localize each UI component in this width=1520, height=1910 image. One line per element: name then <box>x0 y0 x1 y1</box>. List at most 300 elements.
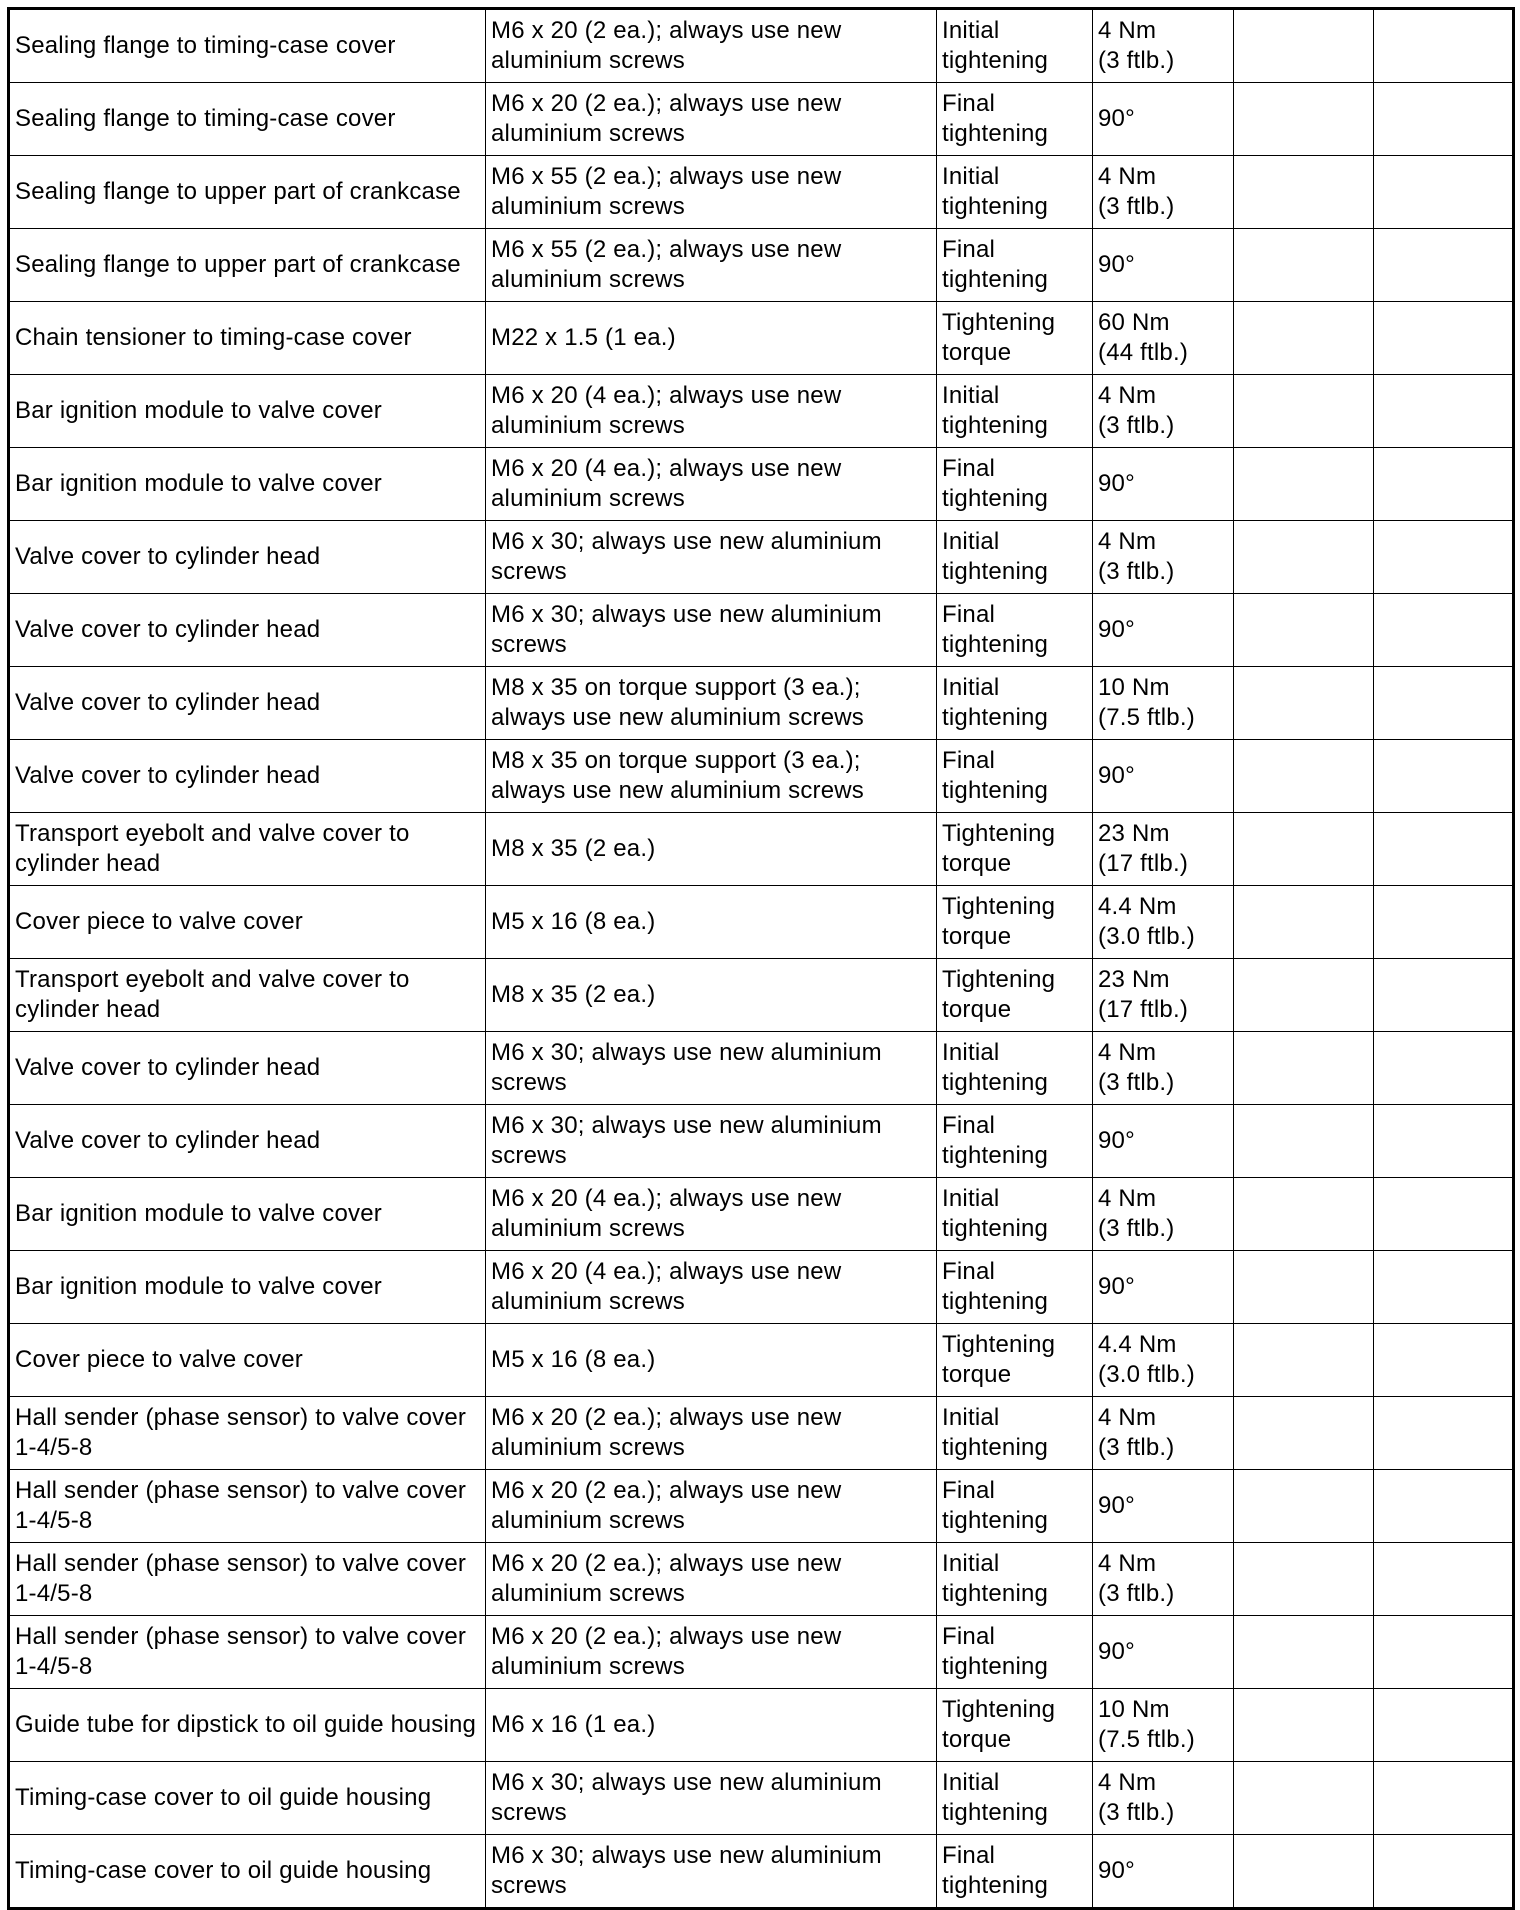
blank-cell-2 <box>1374 594 1514 667</box>
location-cell-text: Sealing flange to upper part of crankcase <box>15 251 461 278</box>
fastener-cell <box>486 9 937 83</box>
fastener-cell-text: M6 x 20 (4 ea.); always use new aluminium screws <box>491 382 842 439</box>
blank-cell-2 <box>1374 1470 1514 1543</box>
torque-value-cell-text: 90° <box>1098 251 1135 278</box>
blank-cell-2 <box>1374 1032 1514 1105</box>
table-row <box>9 302 1514 375</box>
tightening-step-cell-text: tightening <box>942 1799 1049 1826</box>
torque-value-cell <box>1093 1835 1234 1909</box>
tightening-step-cell-text: Initial <box>942 528 1000 555</box>
location-cell <box>9 1397 486 1470</box>
blank-cell-1 <box>1234 1543 1374 1616</box>
tightening-step-cell-text: tightening <box>942 1580 1049 1607</box>
torque-value-cell <box>1093 667 1234 740</box>
blank-cell-1 <box>1234 448 1374 521</box>
torque-value-cell <box>1093 959 1234 1032</box>
tightening-step-cell-text: torque <box>942 923 1012 950</box>
fastener-cell <box>486 1762 937 1835</box>
location-cell <box>9 667 486 740</box>
fastener-cell-text: M6 x 20 (2 ea.); always use new aluminium screws <box>491 1550 842 1607</box>
table-row <box>9 1543 1514 1616</box>
blank-cell-2 <box>1374 667 1514 740</box>
torque-value-cell-text: (17 ftlb.) <box>1098 996 1189 1023</box>
tightening-step-cell <box>937 302 1093 375</box>
location-cell-text: Guide tube for dipstick to oil guide housing <box>15 1711 477 1738</box>
torque-value-cell-text: 10 Nm <box>1098 1696 1170 1723</box>
tightening-step-cell-text: Initial <box>942 1404 1000 1431</box>
table-row <box>9 1251 1514 1324</box>
table-row <box>9 1762 1514 1835</box>
table-row <box>9 229 1514 302</box>
table-row <box>9 813 1514 886</box>
fastener-cell-text: M8 x 35 (2 ea.) <box>491 835 656 862</box>
tightening-step-cell-text: Final <box>942 1477 996 1504</box>
tightening-step-cell <box>937 448 1093 521</box>
blank-cell-2 <box>1374 1762 1514 1835</box>
tightening-step-cell <box>937 1105 1093 1178</box>
fastener-cell <box>486 1032 937 1105</box>
fastener-cell-text: M6 x 55 (2 ea.); always use new aluminium screws <box>491 236 842 293</box>
torque-value-cell-text: (3 ftlb.) <box>1098 47 1175 74</box>
torque-value-cell-text: 4 Nm <box>1098 1185 1157 1212</box>
blank-cell-1 <box>1234 9 1374 83</box>
torque-value-cell <box>1093 9 1234 83</box>
tightening-step-cell-text: tightening <box>942 1069 1049 1096</box>
torque-value-cell <box>1093 740 1234 813</box>
tightening-step-cell <box>937 1616 1093 1689</box>
location-cell-text: Valve cover to cylinder head <box>15 616 321 643</box>
torque-value-cell-text: (3.0 ftlb.) <box>1098 1361 1195 1388</box>
torque-value-cell-text: 4 Nm <box>1098 1769 1157 1796</box>
torque-value-cell-text: 4.4 Nm <box>1098 1331 1177 1358</box>
location-cell-text: Bar ignition module to valve cover <box>15 1273 382 1300</box>
location-cell <box>9 229 486 302</box>
location-cell <box>9 1251 486 1324</box>
fastener-cell <box>486 1178 937 1251</box>
table-row <box>9 959 1514 1032</box>
tightening-step-cell-text: Final <box>942 1112 996 1139</box>
location-cell <box>9 448 486 521</box>
location-cell <box>9 375 486 448</box>
fastener-cell-text: M6 x 16 (1 ea.) <box>491 1711 656 1738</box>
fastener-cell <box>486 302 937 375</box>
tightening-step-cell <box>937 83 1093 156</box>
torque-value-cell <box>1093 156 1234 229</box>
tightening-step-cell-text: Tightening <box>942 1331 1056 1358</box>
fastener-cell-text: M6 x 20 (2 ea.); always use new aluminium screws <box>491 17 842 74</box>
torque-value-cell-text: (3.0 ftlb.) <box>1098 923 1195 950</box>
tightening-step-cell-text: tightening <box>942 47 1049 74</box>
blank-cell-2 <box>1374 1324 1514 1397</box>
location-cell <box>9 302 486 375</box>
tightening-step-cell <box>937 1178 1093 1251</box>
fastener-cell-text: M6 x 30; always use new aluminium screws <box>491 1112 882 1169</box>
fastener-cell-text: M5 x 16 (8 ea.) <box>491 1346 656 1373</box>
torque-value-cell <box>1093 1105 1234 1178</box>
blank-cell-2 <box>1374 448 1514 521</box>
location-cell-text: Valve cover to cylinder head <box>15 689 321 716</box>
blank-cell-2 <box>1374 229 1514 302</box>
torque-value-cell-text: 90° <box>1098 105 1135 132</box>
torque-value-cell <box>1093 302 1234 375</box>
blank-cell-1 <box>1234 156 1374 229</box>
torque-value-cell-text: 4 Nm <box>1098 1550 1157 1577</box>
tightening-step-cell-text: Tightening <box>942 309 1056 336</box>
tightening-step-cell <box>937 156 1093 229</box>
blank-cell-1 <box>1234 521 1374 594</box>
torque-value-cell <box>1093 1032 1234 1105</box>
table-row <box>9 9 1514 83</box>
location-cell <box>9 1105 486 1178</box>
blank-cell-1 <box>1234 740 1374 813</box>
table-row <box>9 1470 1514 1543</box>
blank-cell-2 <box>1374 1178 1514 1251</box>
blank-cell-1 <box>1234 1616 1374 1689</box>
table-row <box>9 667 1514 740</box>
tightening-step-cell-text: torque <box>942 996 1012 1023</box>
torque-value-cell-text: 60 Nm <box>1098 309 1170 336</box>
fastener-cell-text: M22 x 1.5 (1 ea.) <box>491 324 676 351</box>
torque-value-cell-text: (3 ftlb.) <box>1098 1580 1175 1607</box>
fastener-cell <box>486 1105 937 1178</box>
tightening-step-cell-text: Final <box>942 90 996 117</box>
location-cell-text: Sealing flange to timing-case cover <box>15 32 396 59</box>
tightening-step-cell <box>937 1689 1093 1762</box>
torque-value-cell-text: 90° <box>1098 616 1135 643</box>
torque-value-cell-text: 90° <box>1098 470 1135 497</box>
tightening-step-cell <box>937 1397 1093 1470</box>
location-cell-text: Timing-case cover to oil guide housing <box>15 1784 432 1811</box>
fastener-cell-text: M6 x 30; always use new aluminium screws <box>491 1769 882 1826</box>
location-cell-text: Hall sender (phase sensor) to valve cover 1-4/5-8 <box>15 1550 467 1607</box>
tightening-step-cell-text: tightening <box>942 704 1049 731</box>
torque-value-cell-text: 4 Nm <box>1098 1404 1157 1431</box>
tightening-step-cell-text: Final <box>942 1258 996 1285</box>
location-cell-text: Bar ignition module to valve cover <box>15 1200 382 1227</box>
tightening-step-cell-text: tightening <box>942 1434 1049 1461</box>
location-cell <box>9 1835 486 1909</box>
tightening-step-cell-text: Initial <box>942 674 1000 701</box>
location-cell-text: Cover piece to valve cover <box>15 1346 303 1373</box>
blank-cell-1 <box>1234 1762 1374 1835</box>
blank-cell-2 <box>1374 9 1514 83</box>
tightening-step-cell-text: Initial <box>942 1039 1000 1066</box>
blank-cell-2 <box>1374 959 1514 1032</box>
torque-value-cell <box>1093 375 1234 448</box>
location-cell <box>9 594 486 667</box>
table-row <box>9 1032 1514 1105</box>
tightening-step-cell <box>937 9 1093 83</box>
torque-value-cell-text: 90° <box>1098 762 1135 789</box>
torque-value-cell-text: 10 Nm <box>1098 674 1170 701</box>
fastener-cell <box>486 594 937 667</box>
torque-value-cell-text: (44 ftlb.) <box>1098 339 1189 366</box>
tightening-step-cell-text: tightening <box>942 1507 1049 1534</box>
fastener-cell <box>486 1397 937 1470</box>
torque-value-cell <box>1093 1397 1234 1470</box>
table-row <box>9 448 1514 521</box>
blank-cell-1 <box>1234 667 1374 740</box>
torque-value-cell-text: (3 ftlb.) <box>1098 1215 1175 1242</box>
table-row <box>9 886 1514 959</box>
torque-value-cell <box>1093 1251 1234 1324</box>
fastener-cell <box>486 886 937 959</box>
torque-value-cell-text: (3 ftlb.) <box>1098 1434 1175 1461</box>
fastener-cell <box>486 1543 937 1616</box>
table-row <box>9 83 1514 156</box>
location-cell-text: Valve cover to cylinder head <box>15 762 321 789</box>
table-row <box>9 1835 1514 1909</box>
torque-value-cell-text: 4 Nm <box>1098 1039 1157 1066</box>
tightening-step-cell <box>937 1835 1093 1909</box>
table-row <box>9 1105 1514 1178</box>
tightening-step-cell-text: torque <box>942 339 1012 366</box>
location-cell <box>9 1470 486 1543</box>
torque-table-body <box>9 9 1514 1909</box>
torque-value-cell-text: 4 Nm <box>1098 382 1157 409</box>
blank-cell-2 <box>1374 1105 1514 1178</box>
tightening-step-cell-text: Final <box>942 1842 996 1869</box>
blank-cell-1 <box>1234 1324 1374 1397</box>
location-cell <box>9 1689 486 1762</box>
location-cell-text: Bar ignition module to valve cover <box>15 397 382 424</box>
blank-cell-1 <box>1234 1835 1374 1909</box>
fastener-cell <box>486 1835 937 1909</box>
tightening-step-cell <box>937 229 1093 302</box>
table-row <box>9 1397 1514 1470</box>
tightening-step-cell-text: tightening <box>942 193 1049 220</box>
tightening-step-cell-text: Tightening <box>942 966 1056 993</box>
table-row <box>9 594 1514 667</box>
fastener-cell <box>486 83 937 156</box>
table-row <box>9 156 1514 229</box>
torque-value-cell <box>1093 229 1234 302</box>
table-row <box>9 1324 1514 1397</box>
blank-cell-2 <box>1374 1251 1514 1324</box>
fastener-cell <box>486 1616 937 1689</box>
tightening-step-cell <box>937 813 1093 886</box>
fastener-cell-text: M8 x 35 on torque support (3 ea.); always use new aluminium screws <box>491 747 864 804</box>
fastener-cell <box>486 1251 937 1324</box>
tightening-step-cell-text: tightening <box>942 631 1049 658</box>
fastener-cell-text: M6 x 20 (2 ea.); always use new aluminium screws <box>491 1623 842 1680</box>
torque-value-cell <box>1093 1324 1234 1397</box>
fastener-cell <box>486 1470 937 1543</box>
blank-cell-2 <box>1374 813 1514 886</box>
blank-cell-2 <box>1374 156 1514 229</box>
blank-cell-1 <box>1234 813 1374 886</box>
tightening-step-cell <box>937 1324 1093 1397</box>
fastener-cell-text: M6 x 20 (4 ea.); always use new aluminium screws <box>491 455 842 512</box>
fastener-cell-text: M6 x 20 (2 ea.); always use new aluminium screws <box>491 1477 842 1534</box>
fastener-cell-text: M6 x 30; always use new aluminium screws <box>491 528 882 585</box>
tightening-step-cell <box>937 740 1093 813</box>
blank-cell-1 <box>1234 1689 1374 1762</box>
tightening-step-cell-text: tightening <box>942 266 1049 293</box>
location-cell-text: Valve cover to cylinder head <box>15 1127 321 1154</box>
torque-value-cell <box>1093 1762 1234 1835</box>
torque-value-cell-text: 90° <box>1098 1273 1135 1300</box>
location-cell-text: Sealing flange to upper part of crankcase <box>15 178 461 205</box>
fastener-cell-text: M6 x 30; always use new aluminium screws <box>491 1842 882 1899</box>
location-cell <box>9 1032 486 1105</box>
torque-value-cell-text: 90° <box>1098 1857 1135 1884</box>
fastener-cell-text: M6 x 20 (4 ea.); always use new aluminium screws <box>491 1185 842 1242</box>
fastener-cell <box>486 1689 937 1762</box>
tightening-step-cell-text: tightening <box>942 120 1049 147</box>
fastener-cell-text: M6 x 20 (4 ea.); always use new aluminium screws <box>491 1258 842 1315</box>
table-row <box>9 375 1514 448</box>
fastener-cell-text: M6 x 30; always use new aluminium screws <box>491 601 882 658</box>
location-cell <box>9 813 486 886</box>
fastener-cell <box>486 448 937 521</box>
blank-cell-2 <box>1374 302 1514 375</box>
torque-value-cell <box>1093 594 1234 667</box>
fastener-cell-text: M6 x 30; always use new aluminium screws <box>491 1039 882 1096</box>
torque-value-cell-text: 90° <box>1098 1127 1135 1154</box>
fastener-cell-text: M8 x 35 on torque support (3 ea.); always use new aluminium screws <box>491 674 864 731</box>
location-cell <box>9 521 486 594</box>
torque-value-cell <box>1093 1178 1234 1251</box>
blank-cell-2 <box>1374 740 1514 813</box>
tightening-step-cell-text: tightening <box>942 777 1049 804</box>
location-cell-text: Hall sender (phase sensor) to valve cover 1-4/5-8 <box>15 1477 467 1534</box>
location-cell <box>9 1324 486 1397</box>
tightening-step-cell <box>937 594 1093 667</box>
table-row <box>9 1689 1514 1762</box>
tightening-step-cell-text: Initial <box>942 1185 1000 1212</box>
location-cell-text: Chain tensioner to timing-case cover <box>15 324 412 351</box>
location-cell-text: Timing-case cover to oil guide housing <box>15 1857 432 1884</box>
blank-cell-2 <box>1374 521 1514 594</box>
fastener-cell <box>486 156 937 229</box>
tightening-step-cell <box>937 1251 1093 1324</box>
tightening-step-cell <box>937 959 1093 1032</box>
tightening-step-cell-text: Initial <box>942 382 1000 409</box>
fastener-cell <box>486 1324 937 1397</box>
torque-value-cell-text: 4 Nm <box>1098 163 1157 190</box>
blank-cell-1 <box>1234 594 1374 667</box>
blank-cell-1 <box>1234 1251 1374 1324</box>
fastener-cell <box>486 959 937 1032</box>
blank-cell-1 <box>1234 1032 1374 1105</box>
location-cell-text: Hall sender (phase sensor) to valve cover 1-4/5-8 <box>15 1404 467 1461</box>
tightening-step-cell-text: tightening <box>942 485 1049 512</box>
tightening-step-cell-text: Final <box>942 601 996 628</box>
tightening-step-cell-text: Tightening <box>942 820 1056 847</box>
tightening-step-cell-text: tightening <box>942 1288 1049 1315</box>
location-cell-text: Transport eyebolt and valve cover to cylinder head <box>15 820 410 877</box>
torque-value-cell-text: (3 ftlb.) <box>1098 558 1175 585</box>
tightening-step-cell-text: torque <box>942 850 1012 877</box>
torque-value-cell-text: 90° <box>1098 1638 1135 1665</box>
torque-value-cell-text: (3 ftlb.) <box>1098 1069 1175 1096</box>
torque-value-cell-text: 23 Nm <box>1098 820 1170 847</box>
location-cell <box>9 1178 486 1251</box>
tightening-step-cell <box>937 1762 1093 1835</box>
blank-cell-1 <box>1234 1397 1374 1470</box>
torque-value-cell-text: 90° <box>1098 1492 1135 1519</box>
torque-value-cell <box>1093 1470 1234 1543</box>
table-row <box>9 521 1514 594</box>
fastener-cell <box>486 740 937 813</box>
location-cell-text: Valve cover to cylinder head <box>15 1054 321 1081</box>
tightening-step-cell-text: Final <box>942 455 996 482</box>
location-cell-text: Sealing flange to timing-case cover <box>15 105 396 132</box>
torque-value-cell-text: (3 ftlb.) <box>1098 1799 1175 1826</box>
torque-value-cell-text: (3 ftlb.) <box>1098 412 1175 439</box>
fastener-cell-text: M6 x 55 (2 ea.); always use new aluminium screws <box>491 163 842 220</box>
blank-cell-1 <box>1234 886 1374 959</box>
blank-cell-1 <box>1234 229 1374 302</box>
tightening-step-cell-text: tightening <box>942 558 1049 585</box>
fastener-cell <box>486 375 937 448</box>
tightening-step-cell-text: torque <box>942 1361 1012 1388</box>
fastener-cell-text: M5 x 16 (8 ea.) <box>491 908 656 935</box>
blank-cell-1 <box>1234 375 1374 448</box>
blank-cell-2 <box>1374 1689 1514 1762</box>
torque-value-cell-text: 4.4 Nm <box>1098 893 1177 920</box>
location-cell <box>9 740 486 813</box>
location-cell-text: Hall sender (phase sensor) to valve cover 1-4/5-8 <box>15 1623 467 1680</box>
blank-cell-1 <box>1234 1105 1374 1178</box>
location-cell <box>9 1543 486 1616</box>
tightening-step-cell-text: tightening <box>942 1215 1049 1242</box>
fastener-cell-text: M6 x 20 (2 ea.); always use new aluminium screws <box>491 1404 842 1461</box>
torque-value-cell-text: (7.5 ftlb.) <box>1098 704 1195 731</box>
torque-value-cell <box>1093 813 1234 886</box>
blank-cell-1 <box>1234 83 1374 156</box>
blank-cell-2 <box>1374 1616 1514 1689</box>
torque-spec-sheet <box>7 7 1512 1910</box>
tightening-step-cell <box>937 1543 1093 1616</box>
blank-cell-2 <box>1374 375 1514 448</box>
blank-cell-1 <box>1234 302 1374 375</box>
torque-value-cell-text: 4 Nm <box>1098 528 1157 555</box>
torque-value-cell <box>1093 521 1234 594</box>
torque-spec-table <box>7 7 1515 1910</box>
fastener-cell <box>486 521 937 594</box>
tightening-step-cell-text: Tightening <box>942 893 1056 920</box>
fastener-cell-text: M8 x 35 (2 ea.) <box>491 981 656 1008</box>
tightening-step-cell-text: tightening <box>942 1653 1049 1680</box>
tightening-step-cell-text: Final <box>942 1623 996 1650</box>
blank-cell-2 <box>1374 1543 1514 1616</box>
tightening-step-cell-text: Initial <box>942 1550 1000 1577</box>
location-cell <box>9 886 486 959</box>
fastener-cell-text: M6 x 20 (2 ea.); always use new aluminium screws <box>491 90 842 147</box>
torque-value-cell <box>1093 83 1234 156</box>
tightening-step-cell-text: tightening <box>942 1142 1049 1169</box>
location-cell-text: Cover piece to valve cover <box>15 908 303 935</box>
torque-value-cell-text: 23 Nm <box>1098 966 1170 993</box>
tightening-step-cell <box>937 375 1093 448</box>
fastener-cell <box>486 229 937 302</box>
fastener-cell <box>486 813 937 886</box>
tightening-step-cell-text: Final <box>942 236 996 263</box>
fastener-cell <box>486 667 937 740</box>
tightening-step-cell <box>937 521 1093 594</box>
torque-value-cell <box>1093 448 1234 521</box>
table-row <box>9 1178 1514 1251</box>
tightening-step-cell-text: Final <box>942 747 996 774</box>
table-row <box>9 740 1514 813</box>
tightening-step-cell <box>937 1470 1093 1543</box>
torque-value-cell-text: (3 ftlb.) <box>1098 193 1175 220</box>
blank-cell-2 <box>1374 1835 1514 1909</box>
table-row <box>9 1616 1514 1689</box>
torque-value-cell-text: 4 Nm <box>1098 17 1157 44</box>
